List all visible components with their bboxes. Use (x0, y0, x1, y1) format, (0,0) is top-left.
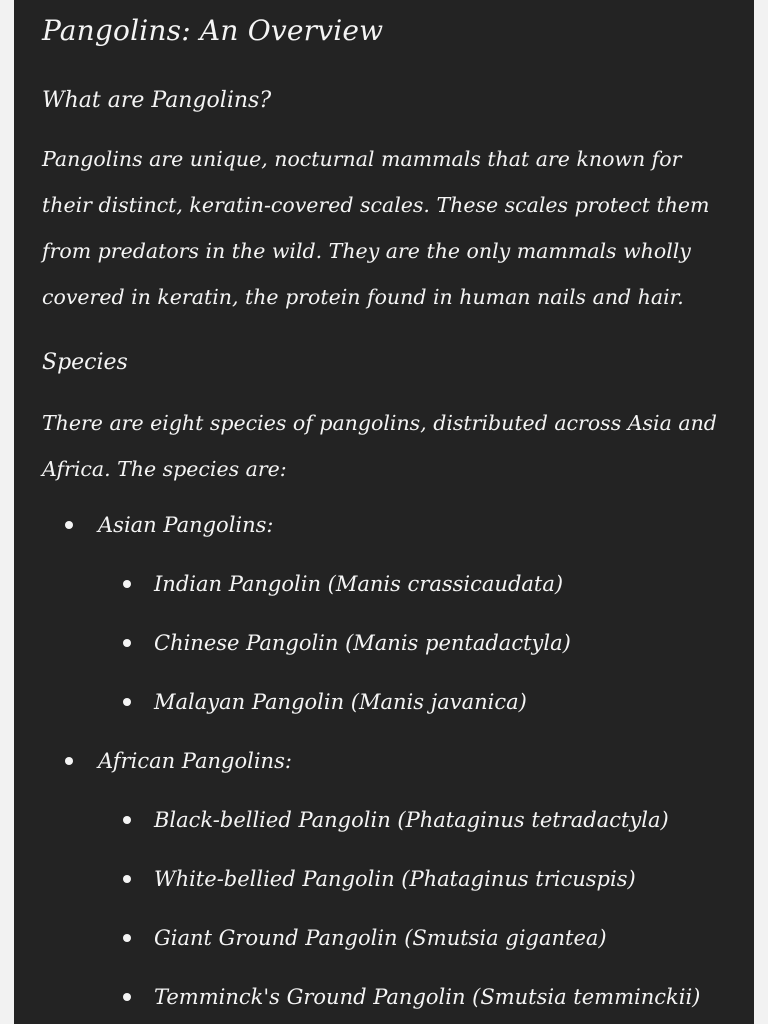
african-species-list (98, 800, 732, 1017)
species-name: Black-bellied Pangolin (Phataginus tetradactyla) (154, 808, 669, 832)
list-item (98, 564, 732, 604)
species-group-african (42, 741, 732, 1017)
species-groups-list (42, 505, 732, 1024)
bullet-icon (123, 816, 131, 824)
list-item (98, 859, 732, 899)
asian-species-list (98, 564, 732, 722)
group-label: African Pangolins: (98, 749, 292, 773)
list-item (98, 682, 732, 722)
group-label: Asian Pangolins: (98, 513, 274, 537)
bullet-icon (123, 698, 131, 706)
list-item (98, 977, 732, 1017)
species-name: Malayan Pangolin (Manis javanica) (154, 690, 527, 714)
species-name: Temminck's Ground Pangolin (Smutsia temminckii) (154, 985, 701, 1009)
species-name: Giant Ground Pangolin (Smutsia gigantea) (154, 926, 607, 950)
list-item (98, 623, 732, 663)
bullet-icon (65, 521, 73, 529)
species-name: Chinese Pangolin (Manis pentadactyla) (154, 631, 571, 655)
species-name: White-bellied Pangolin (Phataginus tricuspis) (154, 867, 636, 891)
bullet-icon (123, 993, 131, 1001)
species-group-asian (42, 505, 732, 722)
section-heading-species: Species (42, 350, 128, 375)
intro-paragraph: Pangolins are unique, nocturnal mammals that are known for their distinct, keratin-covered scales. These scales protect them from predators in the wild. They are the only mammals wholly covered in keratin, the protein found in human nails and hair. (42, 147, 710, 309)
bullet-icon (123, 875, 131, 883)
bullet-icon (123, 934, 131, 942)
species-paragraph: There are eight species of pangolins, distributed across Asia and Africa. The species are: (42, 411, 717, 481)
page-title: Pangolins: An Overview (42, 14, 384, 47)
bullet-icon (65, 757, 73, 765)
bullet-icon (123, 580, 131, 588)
list-item (98, 800, 732, 840)
section-heading-what: What are Pangolins? (42, 88, 272, 113)
document-page (14, 0, 754, 1024)
bullet-icon (123, 639, 131, 647)
list-item (98, 918, 732, 958)
species-name: Indian Pangolin (Manis crassicaudata) (154, 572, 564, 596)
